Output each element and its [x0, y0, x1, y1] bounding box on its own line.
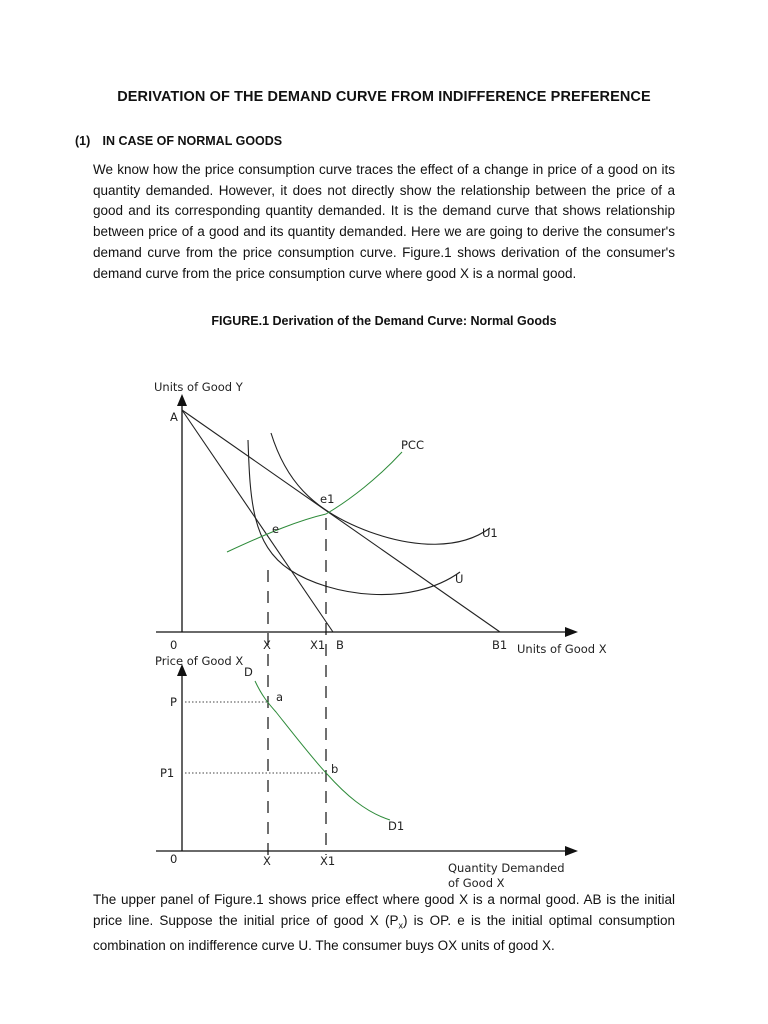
budget-line-ab [182, 410, 333, 632]
explanation-part1: The upper panel of Figure.1 shows price effect where good X is a normal good. AB is the initial price line. Suppose the initial price of good X (P [93, 892, 675, 928]
tick-p1-label: P1 [160, 766, 175, 780]
curve-u-label: U [455, 572, 464, 586]
intro-paragraph: We know how the price consumption curve traces the effect of a change in price of a good on its quantity demanded. However, it does not directly show the relationship between the price of a good and its corresponding quantity demanded. It is the demand curve that shows relationship between price of a good and its quantity demanded. Here we are going to derive the consumer's demand curve from the price consumption curve. Figure.1 shows derivation of the consumer's demand curve from the price consumption curve where good X is a normal good. [93, 162, 675, 281]
point-a-lower-label: a [276, 690, 284, 704]
lower-y-label: Price of Good X [155, 654, 244, 668]
point-e-label: e [272, 522, 280, 536]
indifference-curve-u [248, 440, 460, 595]
tick-x-label: X [263, 638, 271, 652]
demand-derivation-figure [0, 360, 768, 890]
lower-tick-x1-label: X1 [320, 854, 336, 868]
section-number: (1) [75, 134, 91, 148]
explanation-part2: ) is OP. e is the initial optimal consumption combination on indifference curve U. The consumer buys OX units of good X. [93, 912, 675, 954]
curve-u1-label: U1 [482, 526, 498, 540]
page-title: DERIVATION OF THE DEMAND CURVE FROM INDIFFERENCE PREFERENCE [117, 89, 651, 105]
pcc-label: PCC [401, 438, 424, 452]
lower-tick-x-label: X [263, 854, 271, 868]
upper-x-arrow [565, 627, 578, 637]
upper-origin-label: 0 [170, 638, 178, 652]
upper-x-label: Units of Good X [517, 642, 607, 656]
upper-y-arrow [177, 394, 187, 406]
lower-x-label-line2: of Good X [448, 876, 505, 890]
curve-d1-label: D1 [388, 819, 405, 833]
point-e1-label: e1 [320, 492, 335, 506]
section-heading [75, 134, 282, 148]
tick-p-label: P [170, 695, 177, 709]
upper-y-label: Units of Good Y [154, 380, 243, 394]
figure-caption: FIGURE.1 Derivation of the Demand Curve: Normal Goods [211, 314, 557, 328]
section-title: IN CASE OF NORMAL GOODS [102, 134, 283, 148]
lower-origin-label: 0 [170, 852, 178, 866]
tick-x1-label: X1 [310, 638, 326, 652]
tick-b-label: B [336, 638, 344, 652]
explanation-paragraph [93, 890, 675, 957]
tick-b1-label: B1 [492, 638, 508, 652]
point-a-label: A [170, 410, 178, 424]
lower-x-arrow [565, 846, 578, 856]
lower-x-label-line1: Quantity Demanded [448, 861, 565, 875]
indifference-curve-u1 [271, 433, 490, 544]
point-d-label: D [244, 665, 253, 679]
budget-line-ab1 [182, 410, 500, 632]
explanation-subscript: x [398, 920, 403, 931]
point-b-label: b [331, 762, 339, 776]
